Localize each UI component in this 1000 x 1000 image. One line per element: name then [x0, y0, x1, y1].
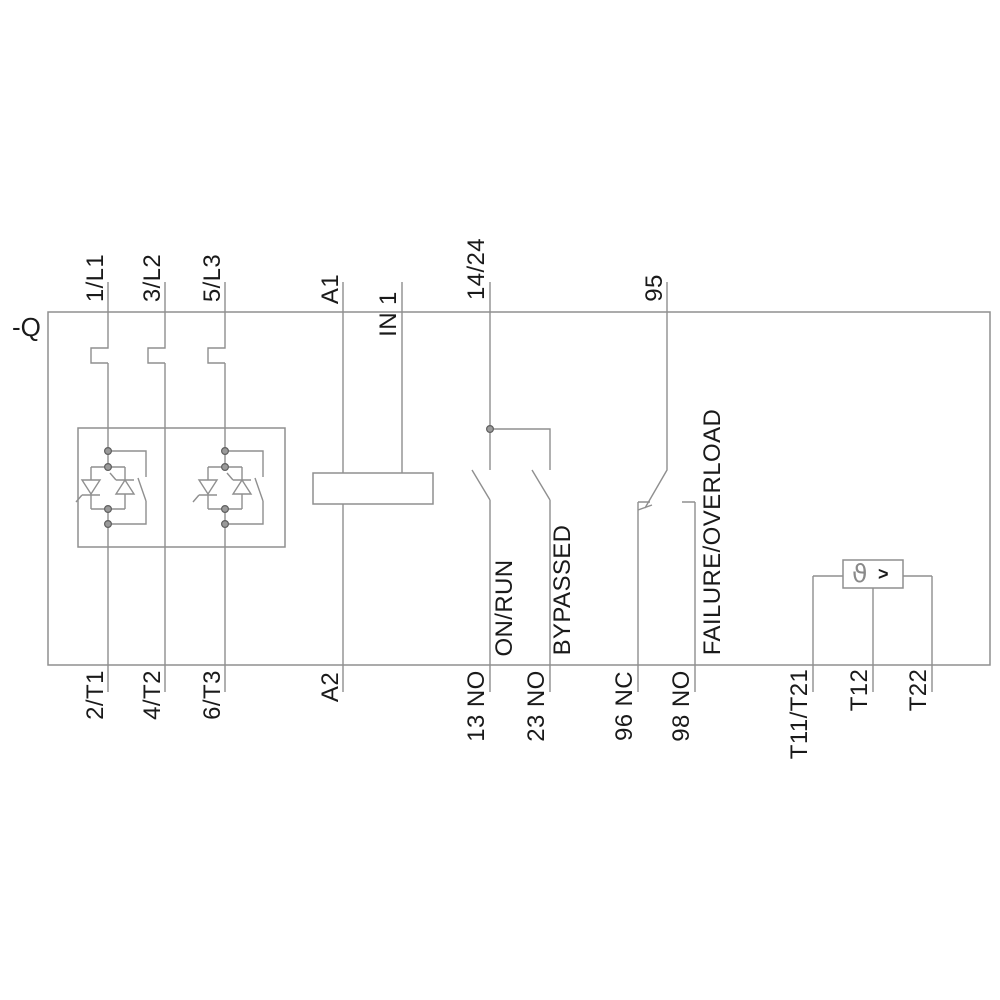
terminal-label-4t2: 4/T2: [139, 670, 166, 720]
terminal-label-t11t21: T11/T21: [786, 668, 813, 760]
terminal-label-2t1: 2/T1: [82, 670, 109, 720]
junction-dot-1424: [487, 426, 494, 433]
device-outline-box: [48, 312, 990, 665]
bypass-contact-phase3: [225, 451, 263, 524]
changeover-contact-95: [638, 282, 667, 510]
control-coil-box: [313, 473, 433, 504]
bypass-contact-phase1: [108, 451, 146, 524]
phase-line-l1: [91, 282, 108, 692]
terminal-dots: [105, 426, 494, 528]
terminal-label-23no: 23 NO: [523, 670, 550, 742]
terminal-label-1l1: 1/L1: [82, 253, 109, 303]
terminal-label-in1: IN 1: [375, 291, 402, 337]
greater-than-icon: >: [878, 564, 889, 584]
terminal-label-a2: A2: [317, 671, 344, 703]
terminal-label-1424: 14/24: [463, 237, 490, 301]
terminal-label-t22: T22: [905, 668, 932, 712]
annotation-on-run: ON/RUN: [491, 559, 518, 657]
terminal-label-98no: 98 NO: [668, 670, 695, 742]
terminal-label-5l3: 5/L3: [199, 253, 226, 303]
terminal-label-t12: T12: [846, 668, 873, 712]
aux-contact-13-on-run: [472, 282, 490, 692]
terminal-label-a1: A1: [317, 273, 344, 305]
annotation-bypassed: BYPASSED: [549, 524, 576, 656]
thyristor-pair-phase3: [193, 451, 263, 524]
terminal-label-13no: 13 NO: [463, 670, 490, 742]
contact-98-no-line: [682, 502, 695, 692]
terminal-label-96nc: 96 NC: [611, 670, 638, 742]
terminal-label-95: 95: [641, 274, 668, 302]
annotation-failure-overload: FAILURE/OVERLOAD: [699, 408, 726, 656]
device-reference-label: -Q: [12, 312, 41, 342]
phase-line-l3: [208, 282, 225, 692]
contact-96-nc-line: [638, 502, 650, 692]
thyristor-module-box: [78, 428, 285, 547]
theta-temperature-icon: ϑ: [852, 559, 868, 588]
terminal-label-3l2: 3/L2: [139, 253, 166, 303]
t11-t21-line: [813, 576, 843, 692]
terminal-label-6t3: 6/T3: [199, 670, 226, 720]
phase-line-l2: [148, 282, 165, 692]
thyristor-pair-phase1: [76, 451, 146, 524]
